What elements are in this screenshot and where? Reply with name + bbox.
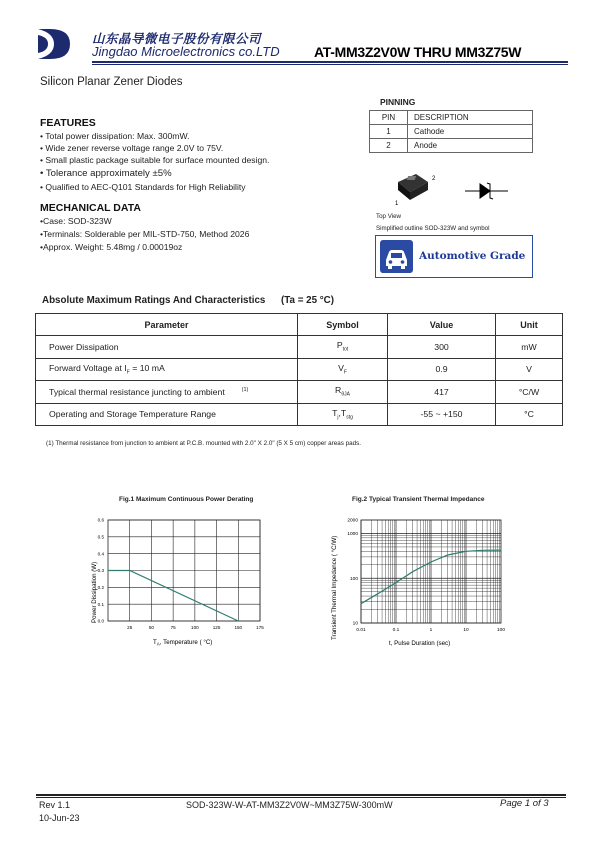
automotive-grade-text: Automotive Grade: [419, 250, 526, 262]
fig2-ylabel: Transient Thermal Impedance ( °C/W): [331, 535, 338, 640]
symbol-cell: [298, 336, 388, 359]
page-number: Page 1 of 3: [500, 798, 549, 809]
feature-item: • Qualified to AEC-Q101 Standards for High Reliability: [40, 181, 246, 192]
fig2-y-tick-label: 10: [352, 621, 358, 627]
ratings-table: [35, 313, 563, 426]
pin-number: 1: [370, 125, 408, 139]
fig2-x-tick-label: 0.01: [356, 628, 366, 633]
param-text: Power Dissipation: [49, 341, 119, 352]
fig1-y-tick-label: 0.3: [97, 568, 104, 574]
unit-cell: mW: [496, 336, 563, 359]
param-cell: [36, 403, 298, 426]
feature-item: • Small plastic package suitable for surface mounted design.: [40, 155, 270, 166]
param-cell: [36, 381, 298, 404]
fig2-x-tick-label: 10: [463, 628, 469, 633]
table-row: [36, 358, 563, 381]
footer-rule: [36, 794, 566, 796]
feature-item: • Tolerance approximately ±5%: [40, 167, 172, 179]
fig1-y-tick-label: 0.2: [97, 584, 104, 590]
fig1-x-tick-label: 125: [212, 625, 221, 630]
fig2-y-tick-label: 100: [349, 576, 358, 582]
car-icon: [380, 240, 413, 273]
revision: Rev 1.1: [39, 800, 71, 810]
description-col-header: DESCRIPTION: [408, 111, 533, 125]
symbol-cell: [298, 403, 388, 426]
unit-cell: °C/W: [496, 381, 563, 404]
param-cell: [36, 336, 298, 359]
fig1-y-tick-label: 0.6: [97, 517, 104, 523]
col-header-unit: Unit: [496, 314, 563, 336]
col-header-symbol: Symbol: [298, 314, 388, 336]
mechanical-item: •Case: SOD-323W: [40, 216, 112, 226]
symbol-text: R: [335, 385, 342, 396]
table-row: [370, 111, 533, 125]
symbol-text-2: ,T: [338, 407, 347, 418]
fig1-y-tick-label: 0.1: [97, 601, 104, 607]
fig2-chart: [325, 505, 515, 650]
fig1-ylabel: Power Dissipation (W): [91, 561, 98, 623]
fig1-chart: [85, 510, 275, 650]
table-row: [370, 139, 533, 153]
param-text: Typical thermal resistance juncting to ambient: [49, 386, 225, 397]
table-row: [36, 381, 563, 404]
param-tail: = 10 mA: [129, 362, 165, 373]
header-rule-thin: [92, 64, 568, 65]
table-row: [36, 336, 563, 359]
fig1-x-tick-label: 175: [256, 625, 264, 630]
pinning-heading: PINNING: [380, 97, 416, 107]
fig1-x-tick-label: 100: [191, 625, 199, 630]
param-text: Operating and Storage Temperature Range: [49, 409, 216, 420]
symbol-text: T: [332, 407, 338, 418]
mechanical-heading: MECHANICAL DATA: [40, 202, 141, 214]
symbol-sub: F: [343, 369, 347, 376]
fig1-x-tick-label: 25: [127, 625, 133, 630]
pinning-table: [369, 110, 533, 153]
fig2-y-tick-label: 1000: [347, 532, 358, 538]
automotive-grade-badge: [375, 235, 533, 278]
company-logo: [36, 25, 76, 63]
pin-description: Cathode: [408, 125, 533, 139]
fig1-x-tick-label: 150: [234, 625, 243, 630]
value-cell: 0.9: [388, 358, 496, 381]
company-name-english: Jingdao Microelectronics co.LTD: [92, 44, 280, 59]
fig1-y-tick-label: 0.0: [97, 618, 104, 624]
symbol-sub: θJA: [341, 392, 350, 399]
part-number-range: AT-MM3Z2V0W THRU MM3Z75W: [314, 44, 522, 60]
fig1-xlabel: $T_A$, Temperature ( °C): [153, 639, 213, 647]
features-heading: FEATURES: [40, 117, 96, 129]
pin-col-header: PIN: [370, 111, 408, 125]
fig1-x-tick-label: 75: [170, 625, 176, 630]
fig2-x-tick-label: 1: [429, 628, 433, 633]
param-sub: F: [126, 369, 130, 376]
sod323w-package-icon: [398, 174, 428, 200]
mechanical-item: •Approx. Weight: 5.48mg / 0.00019oz: [40, 241, 183, 252]
pin-description: Anode: [408, 139, 533, 153]
fig1-y-tick-label: 0.4: [97, 551, 104, 557]
mechanical-item: •Terminals: Solderable per MIL-STD-750, Method 2026: [40, 228, 250, 239]
footer-rule-thin: [36, 797, 566, 798]
thermal-footnote: (1) Thermal resistance from junction to ambient at P.C.B. mounted with 2.0" X 2.0" (5 X 5 cm) copper areas pads.: [46, 440, 362, 447]
col-header-parameter: Parameter: [36, 314, 298, 336]
symbol-text: P: [336, 340, 343, 351]
fig1-x-tick-label: 50: [148, 625, 154, 630]
company-name-chinese: 山东晶导微电子股份有限公司: [92, 32, 262, 46]
top-view-label: Top View: [376, 213, 401, 220]
fig1-y-tick-label: 0.5: [97, 534, 104, 540]
symbol-sub: j: [337, 414, 339, 421]
fig2-title: Fig.2 Typical Transient Thermal Impedance: [352, 496, 485, 503]
table-row: [370, 125, 533, 139]
unit-cell: V: [496, 358, 563, 381]
pin-2-label: 2: [432, 176, 436, 182]
header-rule: [92, 61, 568, 63]
fig2-x-tick-label: 0.1: [392, 628, 400, 633]
value-cell: -55 ~ +150: [388, 403, 496, 426]
features-list: [40, 130, 269, 193]
feature-item: • Wide zener reverse voltage range 2.0V to 75V.: [40, 143, 224, 154]
value-cell: 417: [388, 381, 496, 404]
col-header-value: Value: [388, 314, 496, 336]
symbol-cell: [298, 358, 388, 381]
ratings-heading: Absolute Maximum Ratings And Characteristics: [42, 295, 266, 306]
pin-1-label: 1: [395, 201, 399, 207]
table-row: [36, 403, 563, 426]
feature-item: • Total power dissipation: Max. 300mW.: [40, 131, 190, 141]
product-subtitle: Silicon Planar Zener Diodes: [40, 76, 183, 88]
fig2-x-tick-label: 100: [496, 628, 506, 633]
revision-date: 10-Jun-23: [39, 813, 80, 823]
unit-cell: °C: [496, 403, 563, 426]
ratings-condition: (Ta = 25 °C): [281, 295, 335, 306]
footnote-ref: (1): [241, 386, 249, 393]
table-header-row: [36, 314, 563, 336]
zener-diode-symbol-icon: [465, 183, 508, 199]
mechanical-list: [40, 215, 249, 253]
symbol-sub-2: stg: [346, 414, 353, 421]
symbol-sub: tot: [342, 347, 349, 354]
fig1-title: Fig.1 Maximum Continuous Power Derating: [119, 496, 254, 503]
pin-number: 2: [370, 139, 408, 153]
fig2-xlabel: t, Pulse Duration (sec): [389, 640, 451, 647]
symbol-text: V: [338, 362, 344, 373]
value-cell: 300: [388, 336, 496, 359]
param-text: Forward Voltage at I: [49, 362, 127, 373]
document-number: SOD-323W-W-AT-MM3Z2V0W~MM3Z75W-300mW: [186, 800, 393, 810]
param-cell: [36, 358, 298, 381]
symbol-cell: [298, 381, 388, 404]
fig2-y-tick-label: 2000: [347, 518, 358, 524]
outline-caption: Simplified outline SOD-323W and symbol: [376, 225, 490, 232]
